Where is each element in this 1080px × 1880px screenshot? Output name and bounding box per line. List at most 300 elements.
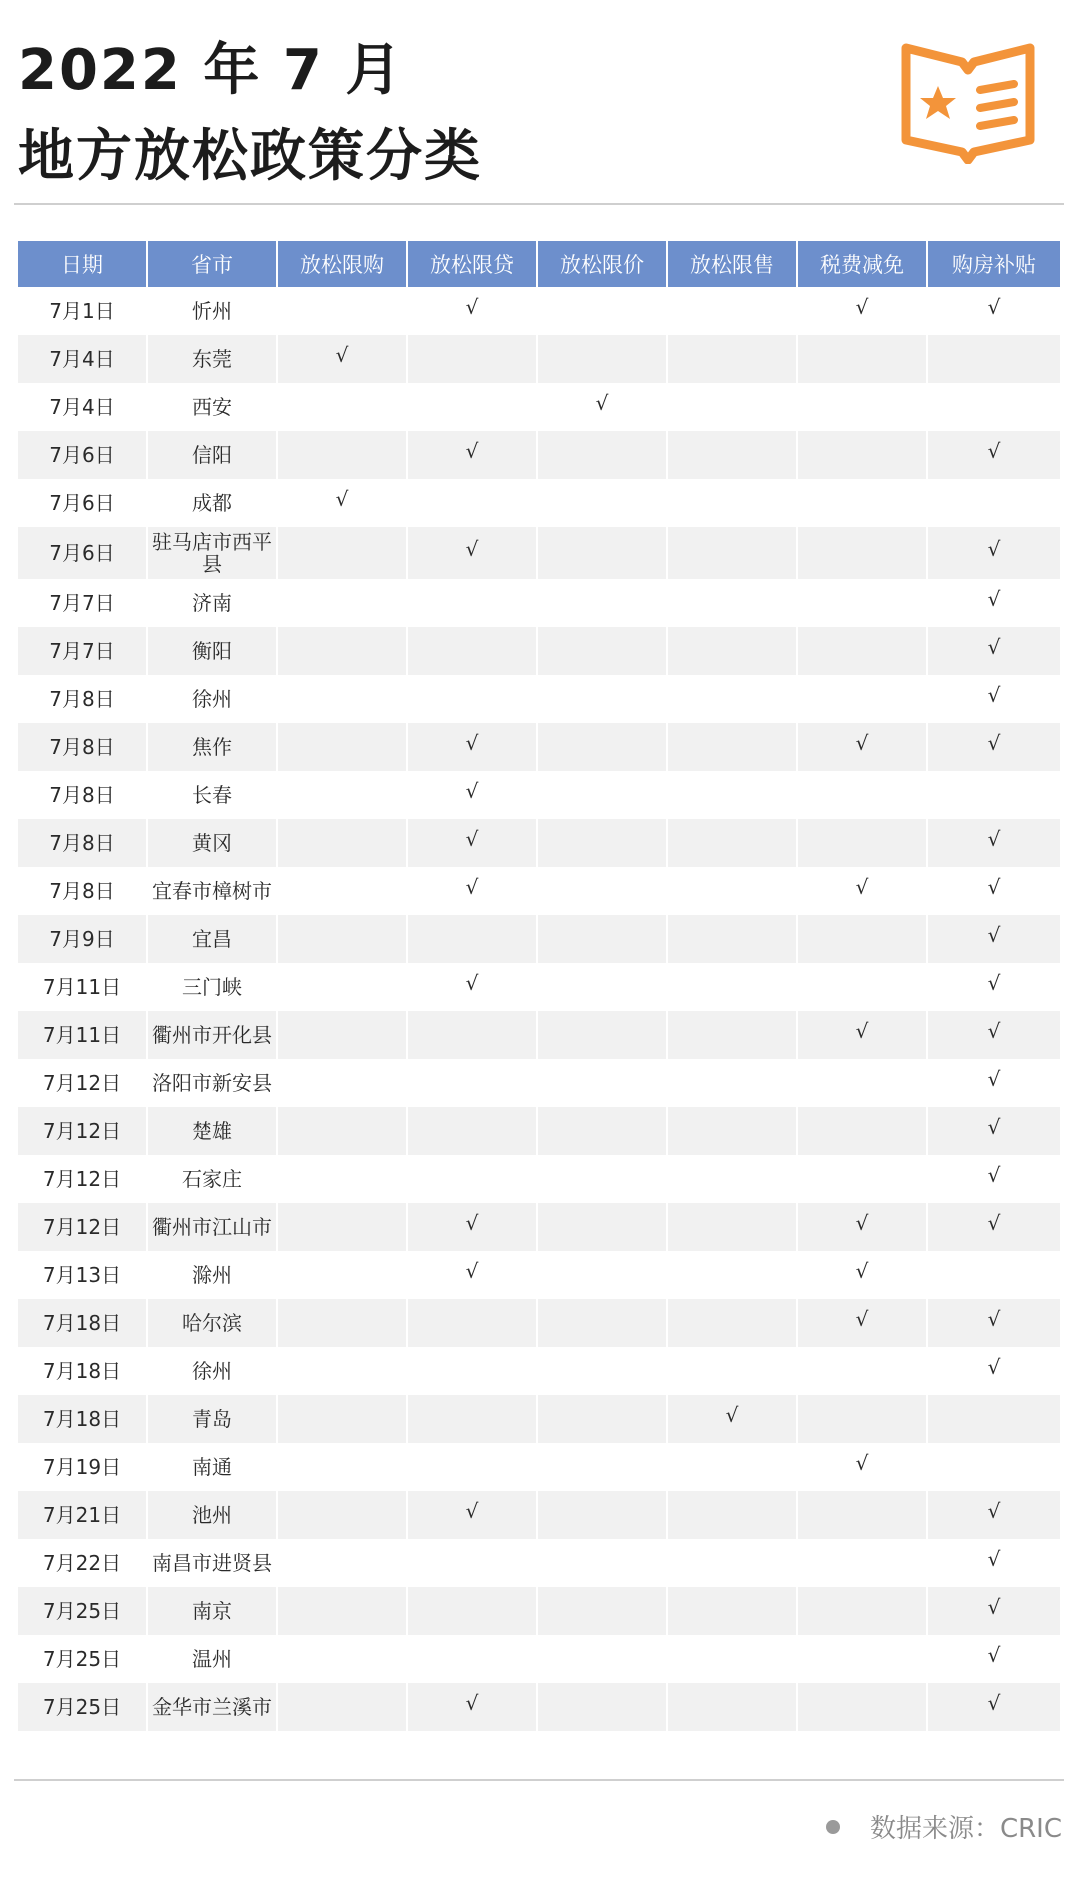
policy-mark-cell (278, 1203, 408, 1251)
city-cell: 池州 (148, 1491, 278, 1539)
policy-mark-cell (928, 1059, 1060, 1107)
policy-mark-cell (538, 1059, 668, 1107)
check-mark: √ (987, 537, 1001, 561)
date-cell: 7月4日 (18, 383, 148, 431)
policy-mark-cell (408, 479, 538, 527)
city-cell: 徐州 (148, 675, 278, 723)
policy-mark-cell (408, 1347, 538, 1395)
table-row (18, 1635, 1060, 1683)
check-mark: √ (855, 731, 869, 755)
check-mark: √ (465, 1259, 479, 1283)
check-mark: √ (987, 1499, 1001, 1523)
policy-mark-cell (668, 771, 798, 819)
city-cell: 衡阳 (148, 627, 278, 675)
check-mark: √ (465, 1211, 479, 1235)
policy-mark-cell (668, 1299, 798, 1347)
policy-mark-cell (538, 723, 668, 771)
policy-mark-cell (408, 527, 538, 579)
city-cell: 宜昌 (148, 915, 278, 963)
policy-mark-cell (668, 1059, 798, 1107)
policy-table (18, 241, 1060, 1731)
policy-mark-cell (408, 1635, 538, 1683)
city-cell: 哈尔滨 (148, 1299, 278, 1347)
city-cell: 洛阳市新安县 (148, 1059, 278, 1107)
policy-mark-cell (278, 1011, 408, 1059)
policy-mark-cell (668, 287, 798, 335)
policy-mark-cell (408, 915, 538, 963)
policy-mark-cell (798, 527, 928, 579)
policy-mark-cell (408, 1683, 538, 1731)
check-mark: √ (855, 1259, 869, 1283)
city-cell: 信阳 (148, 431, 278, 479)
table-row (18, 771, 1060, 819)
policy-mark-cell (538, 963, 668, 1011)
policy-mark-cell (278, 1155, 408, 1203)
policy-mark-cell (538, 915, 668, 963)
city-cell: 成都 (148, 479, 278, 527)
city-cell: 温州 (148, 1635, 278, 1683)
policy-mark-cell (668, 1011, 798, 1059)
date-cell: 7月1日 (18, 287, 148, 335)
policy-mark-cell (278, 431, 408, 479)
policy-mark-cell (278, 1347, 408, 1395)
check-mark: √ (987, 1355, 1001, 1379)
table-row (18, 723, 1060, 771)
city-cell: 南通 (148, 1443, 278, 1491)
check-mark: √ (855, 875, 869, 899)
policy-mark-cell (538, 1107, 668, 1155)
city-cell: 西安 (148, 383, 278, 431)
policy-mark-cell (798, 1587, 928, 1635)
policy-mark-cell (408, 675, 538, 723)
city-cell: 衢州市江山市 (148, 1203, 278, 1251)
check-mark: √ (987, 875, 1001, 899)
city-cell: 济南 (148, 579, 278, 627)
policy-mark-cell (668, 1683, 798, 1731)
policy-mark-cell (798, 1155, 928, 1203)
policy-mark-cell (538, 1251, 668, 1299)
table-row (18, 1539, 1060, 1587)
policy-mark-cell (668, 335, 798, 383)
check-mark: √ (987, 1211, 1001, 1235)
policy-mark-cell (668, 479, 798, 527)
policy-mark-cell (408, 431, 538, 479)
policy-mark-cell (538, 527, 668, 579)
table-row (18, 1395, 1060, 1443)
check-mark: √ (987, 971, 1001, 995)
policy-mark-cell (538, 335, 668, 383)
policy-mark-cell (928, 431, 1060, 479)
policy-mark-cell (538, 1539, 668, 1587)
table-row (18, 431, 1060, 479)
table-row (18, 287, 1060, 335)
policy-mark-cell (408, 963, 538, 1011)
city-cell: 黄冈 (148, 819, 278, 867)
check-mark: √ (725, 1403, 739, 1427)
policy-mark-cell (668, 1107, 798, 1155)
policy-mark-cell (668, 383, 798, 431)
policy-mark-cell (408, 383, 538, 431)
policy-mark-cell (928, 819, 1060, 867)
table-row (18, 675, 1060, 723)
date-cell: 7月21日 (18, 1491, 148, 1539)
source-note (826, 1808, 1062, 1845)
policy-mark-cell (538, 479, 668, 527)
check-mark: √ (465, 537, 479, 561)
policy-mark-cell (928, 1587, 1060, 1635)
policy-mark-cell (928, 1683, 1060, 1731)
table-row (18, 963, 1060, 1011)
check-mark: √ (987, 295, 1001, 319)
table-row (18, 1491, 1060, 1539)
policy-mark-cell (668, 527, 798, 579)
policy-mark-cell (408, 1155, 538, 1203)
bullet-dot-icon (826, 1820, 840, 1834)
city-cell: 青岛 (148, 1395, 278, 1443)
table-row (18, 1587, 1060, 1635)
policy-mark-cell (798, 1059, 928, 1107)
policy-mark-cell (538, 627, 668, 675)
date-cell: 7月8日 (18, 867, 148, 915)
policy-mark-cell (278, 1299, 408, 1347)
city-cell: 滁州 (148, 1251, 278, 1299)
policy-mark-cell (408, 1299, 538, 1347)
policy-mark-cell (798, 1299, 928, 1347)
policy-mark-cell (928, 1299, 1060, 1347)
date-cell: 7月13日 (18, 1251, 148, 1299)
check-mark: √ (595, 391, 609, 415)
check-mark: √ (987, 1595, 1001, 1619)
policy-mark-cell (798, 1683, 928, 1731)
table-row (18, 383, 1060, 431)
policy-mark-cell (408, 819, 538, 867)
policy-mark-cell (668, 1491, 798, 1539)
table-row (18, 1443, 1060, 1491)
check-mark: √ (465, 827, 479, 851)
policy-mark-cell (408, 579, 538, 627)
policy-mark-cell (928, 1347, 1060, 1395)
city-cell: 驻马店市西平县 (148, 527, 278, 579)
table-row (18, 1107, 1060, 1155)
date-cell: 7月4日 (18, 335, 148, 383)
policy-mark-cell (928, 287, 1060, 335)
check-mark: √ (465, 875, 479, 899)
table-header-row (18, 241, 1060, 287)
date-cell: 7月6日 (18, 479, 148, 527)
check-mark: √ (335, 487, 349, 511)
policy-mark-cell (798, 1395, 928, 1443)
column-header: 放松限贷 (408, 241, 538, 287)
policy-mark-cell (798, 1539, 928, 1587)
policy-mark-cell (538, 1395, 668, 1443)
policy-mark-cell (278, 1059, 408, 1107)
check-mark: √ (987, 1691, 1001, 1715)
policy-mark-cell (538, 431, 668, 479)
policy-mark-cell (798, 627, 928, 675)
policy-mark-cell (538, 1299, 668, 1347)
check-mark: √ (855, 1451, 869, 1475)
table-row (18, 479, 1060, 527)
policy-mark-cell (408, 1491, 538, 1539)
check-mark: √ (855, 1211, 869, 1235)
policy-mark-cell (408, 1011, 538, 1059)
date-cell: 7月25日 (18, 1683, 148, 1731)
policy-mark-cell (278, 1107, 408, 1155)
table-row (18, 1203, 1060, 1251)
policy-mark-cell (798, 1203, 928, 1251)
check-mark: √ (465, 1691, 479, 1715)
policy-mark-cell (278, 1443, 408, 1491)
policy-mark-cell (278, 915, 408, 963)
policy-mark-cell (278, 1683, 408, 1731)
policy-mark-cell (538, 1443, 668, 1491)
column-header: 放松限购 (278, 241, 408, 287)
policy-mark-cell (278, 1395, 408, 1443)
policy-mark-cell (928, 579, 1060, 627)
policy-mark-cell (538, 287, 668, 335)
policy-mark-cell (538, 1011, 668, 1059)
city-cell: 徐州 (148, 1347, 278, 1395)
policy-mark-cell (928, 383, 1060, 431)
column-header: 省市 (148, 241, 278, 287)
top-divider (14, 203, 1064, 205)
city-cell: 南京 (148, 1587, 278, 1635)
check-mark: √ (987, 439, 1001, 463)
policy-mark-cell (278, 771, 408, 819)
policy-mark-cell (278, 627, 408, 675)
star-book-icon (900, 40, 1036, 164)
policy-mark-cell (668, 1155, 798, 1203)
check-mark: √ (465, 295, 479, 319)
policy-mark-cell (408, 1107, 538, 1155)
date-cell: 7月7日 (18, 579, 148, 627)
table-row (18, 335, 1060, 383)
policy-mark-cell (278, 963, 408, 1011)
policy-mark-cell (408, 723, 538, 771)
check-mark: √ (465, 1499, 479, 1523)
table-row (18, 627, 1060, 675)
policy-mark-cell (928, 1011, 1060, 1059)
check-mark: √ (987, 1547, 1001, 1571)
bottom-divider (14, 1779, 1064, 1781)
policy-mark-cell (928, 479, 1060, 527)
policy-mark-cell (668, 1587, 798, 1635)
policy-mark-cell (798, 579, 928, 627)
policy-mark-cell (278, 1635, 408, 1683)
city-cell: 南昌市进贤县 (148, 1539, 278, 1587)
policy-mark-cell (408, 1539, 538, 1587)
policy-mark-cell (668, 675, 798, 723)
policy-mark-cell (798, 383, 928, 431)
policy-mark-cell (668, 1251, 798, 1299)
policy-mark-cell (538, 771, 668, 819)
date-cell: 7月19日 (18, 1443, 148, 1491)
city-cell: 长春 (148, 771, 278, 819)
policy-mark-cell (278, 723, 408, 771)
policy-mark-cell (798, 287, 928, 335)
policy-mark-cell (278, 1539, 408, 1587)
check-mark: √ (465, 731, 479, 755)
city-cell: 衢州市开化县 (148, 1011, 278, 1059)
policy-mark-cell (928, 867, 1060, 915)
policy-mark-cell (928, 723, 1060, 771)
policy-mark-cell (538, 867, 668, 915)
policy-mark-cell (408, 335, 538, 383)
date-cell: 7月11日 (18, 1011, 148, 1059)
date-cell: 7月6日 (18, 527, 148, 579)
policy-mark-cell (538, 1155, 668, 1203)
check-mark: √ (987, 635, 1001, 659)
city-cell: 忻州 (148, 287, 278, 335)
policy-mark-cell (928, 627, 1060, 675)
policy-mark-cell (668, 1347, 798, 1395)
table-row (18, 527, 1060, 579)
date-cell: 7月12日 (18, 1107, 148, 1155)
city-cell: 三门峡 (148, 963, 278, 1011)
policy-mark-cell (928, 771, 1060, 819)
date-cell: 7月8日 (18, 771, 148, 819)
policy-mark-cell (798, 431, 928, 479)
check-mark: √ (987, 1643, 1001, 1667)
policy-mark-cell (798, 963, 928, 1011)
table-row (18, 819, 1060, 867)
policy-mark-cell (278, 675, 408, 723)
table-body (18, 287, 1060, 1731)
date-cell: 7月7日 (18, 627, 148, 675)
policy-mark-cell (278, 579, 408, 627)
table-row (18, 1251, 1060, 1299)
policy-mark-cell (538, 1635, 668, 1683)
date-cell: 7月6日 (18, 431, 148, 479)
policy-mark-cell (668, 579, 798, 627)
policy-mark-cell (668, 1395, 798, 1443)
policy-mark-cell (798, 771, 928, 819)
policy-mark-cell (798, 915, 928, 963)
date-cell: 7月12日 (18, 1203, 148, 1251)
policy-mark-cell (928, 1539, 1060, 1587)
check-mark: √ (987, 587, 1001, 611)
table-row (18, 1011, 1060, 1059)
policy-mark-cell (928, 915, 1060, 963)
policy-mark-cell (798, 1107, 928, 1155)
city-cell: 石家庄 (148, 1155, 278, 1203)
column-header: 放松限售 (668, 241, 798, 287)
check-mark: √ (987, 1163, 1001, 1187)
date-cell: 7月12日 (18, 1059, 148, 1107)
column-header: 购房补贴 (928, 241, 1060, 287)
policy-mark-cell (668, 723, 798, 771)
table-row (18, 1683, 1060, 1731)
check-mark: √ (987, 923, 1001, 947)
policy-mark-cell (798, 819, 928, 867)
check-mark: √ (987, 1307, 1001, 1331)
title-line-1: 2022 年 7 月 (18, 38, 404, 103)
policy-mark-cell (408, 1059, 538, 1107)
policy-mark-cell (668, 431, 798, 479)
policy-mark-cell (798, 675, 928, 723)
policy-mark-cell (928, 1107, 1060, 1155)
policy-mark-cell (278, 867, 408, 915)
policy-mark-cell (668, 915, 798, 963)
check-mark: √ (987, 1115, 1001, 1139)
policy-mark-cell (408, 771, 538, 819)
title-line-2: 地方放松政策分类 (18, 124, 482, 189)
policy-mark-cell (278, 335, 408, 383)
date-cell: 7月22日 (18, 1539, 148, 1587)
check-mark: √ (987, 827, 1001, 851)
check-mark: √ (987, 683, 1001, 707)
policy-mark-cell (408, 1395, 538, 1443)
policy-mark-cell (538, 383, 668, 431)
table-row (18, 1059, 1060, 1107)
policy-mark-cell (668, 963, 798, 1011)
policy-mark-cell (928, 527, 1060, 579)
policy-mark-cell (798, 1011, 928, 1059)
policy-mark-cell (278, 1587, 408, 1635)
policy-mark-cell (278, 527, 408, 579)
policy-mark-cell (798, 723, 928, 771)
page-title (18, 28, 482, 200)
policy-mark-cell (408, 867, 538, 915)
policy-mark-cell (668, 867, 798, 915)
table-row (18, 1155, 1060, 1203)
policy-mark-cell (928, 1395, 1060, 1443)
policy-mark-cell (278, 287, 408, 335)
date-cell: 7月25日 (18, 1635, 148, 1683)
policy-mark-cell (408, 1203, 538, 1251)
date-cell: 7月9日 (18, 915, 148, 963)
check-mark: √ (465, 439, 479, 463)
policy-mark-cell (408, 287, 538, 335)
check-mark: √ (855, 1019, 869, 1043)
check-mark: √ (335, 343, 349, 367)
policy-mark-cell (798, 867, 928, 915)
policy-mark-cell (408, 1443, 538, 1491)
policy-mark-cell (278, 383, 408, 431)
date-cell: 7月8日 (18, 819, 148, 867)
date-cell: 7月8日 (18, 675, 148, 723)
policy-mark-cell (668, 1203, 798, 1251)
check-mark: √ (987, 1067, 1001, 1091)
policy-mark-cell (928, 1635, 1060, 1683)
policy-mark-cell (538, 1347, 668, 1395)
policy-mark-cell (538, 579, 668, 627)
policy-mark-cell (798, 1347, 928, 1395)
policy-mark-cell (408, 627, 538, 675)
policy-mark-cell (538, 1587, 668, 1635)
check-mark: √ (465, 971, 479, 995)
check-mark: √ (465, 779, 479, 803)
policy-mark-cell (668, 819, 798, 867)
policy-mark-cell (538, 1203, 668, 1251)
date-cell: 7月18日 (18, 1299, 148, 1347)
policy-mark-cell (278, 1491, 408, 1539)
policy-mark-cell (928, 1203, 1060, 1251)
policy-mark-cell (668, 1539, 798, 1587)
city-cell: 宜春市樟树市 (148, 867, 278, 915)
city-cell: 楚雄 (148, 1107, 278, 1155)
table-row (18, 915, 1060, 963)
policy-mark-cell (798, 1443, 928, 1491)
table-row (18, 1347, 1060, 1395)
policy-mark-cell (668, 1635, 798, 1683)
table-row (18, 1299, 1060, 1347)
policy-mark-cell (278, 479, 408, 527)
city-cell: 东莞 (148, 335, 278, 383)
date-cell: 7月18日 (18, 1395, 148, 1443)
policy-mark-cell (408, 1587, 538, 1635)
city-cell: 金华市兰溪市 (148, 1683, 278, 1731)
